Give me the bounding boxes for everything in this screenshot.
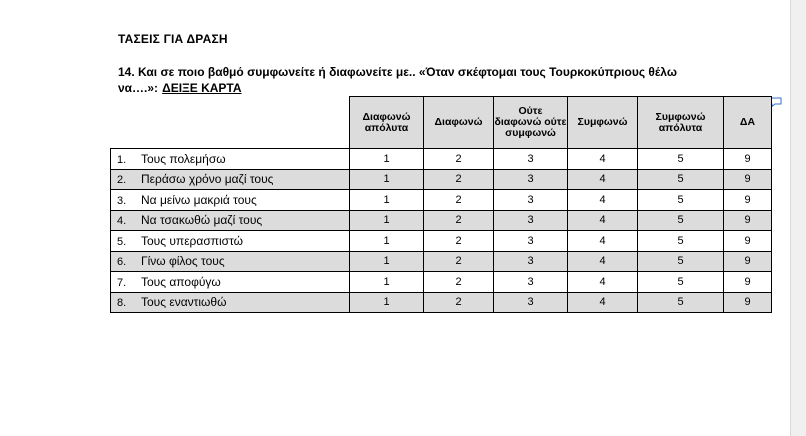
response-code-cell: 2 [424,272,494,293]
column-header: Ούτε διαφωνώ ούτε συμφωνώ [494,97,568,149]
response-code-cell: 3 [494,169,568,190]
response-code-cell: 1 [350,149,424,170]
response-code-cell: 4 [568,210,638,231]
table-row [111,292,772,313]
response-code-cell: 9 [724,169,772,190]
response-code-cell: 5 [638,292,724,313]
response-code-cell: 5 [638,251,724,272]
row-label-cell [111,292,350,313]
response-code-cell: 1 [350,231,424,252]
table-row [111,169,772,190]
response-code-cell: 3 [494,292,568,313]
row-label: Τους αποφύγω [141,274,221,289]
table-row [111,231,772,252]
row-label-cell [111,169,350,190]
table-row [111,190,772,211]
response-code-cell: 3 [494,210,568,231]
table-row [111,149,772,170]
question-text-block [118,64,678,96]
row-label: Τους πολεμήσω [141,151,226,166]
response-code-cell: 4 [568,292,638,313]
row-label: Να τσακωθώ μαζί τους [141,213,263,228]
column-header: Διαφωνώ απόλυτα [350,97,424,149]
response-code-cell: 3 [494,190,568,211]
row-number: 8. [117,297,127,310]
response-code-cell: 4 [568,149,638,170]
response-code-cell: 4 [568,169,638,190]
response-code-cell: 5 [638,190,724,211]
response-code-cell: 2 [424,149,494,170]
response-code-cell: 1 [350,251,424,272]
row-label-cell [111,190,350,211]
response-code-cell: 2 [424,231,494,252]
response-code-cell: 5 [638,272,724,293]
header-blank-cell [111,97,350,149]
row-number: 2. [117,174,127,187]
row-label-cell [111,210,350,231]
response-code-cell: 4 [568,190,638,211]
response-code-cell: 9 [724,272,772,293]
response-code-cell: 1 [350,169,424,190]
response-code-cell: 9 [724,251,772,272]
table-header-row [111,97,772,149]
response-code-cell: 2 [424,190,494,211]
column-header: Συμφωνώ απόλυτα [638,97,724,149]
response-table [110,96,772,313]
response-code-cell: 9 [724,231,772,252]
row-label: Γίνω φίλος τους [141,254,225,269]
response-code-cell: 9 [724,190,772,211]
column-header: ΔΑ [724,97,772,149]
response-code-cell: 3 [494,231,568,252]
response-code-cell: 2 [424,169,494,190]
row-number: 3. [117,194,127,207]
response-code-cell: 1 [350,272,424,293]
row-label: Τους εναντιωθώ [141,295,227,310]
response-code-cell: 5 [638,210,724,231]
row-label: Περάσω χρόνο μαζί τους [141,172,274,187]
response-code-cell: 1 [350,292,424,313]
table-row [111,251,772,272]
row-label-cell [111,149,350,170]
row-label: Τους υπερασπιστώ [141,233,244,248]
row-number: 5. [117,235,127,248]
section-heading: ΤΑΣΕΙΣ ΓΙΑ ΔΡΑΣΗ [118,32,228,46]
row-number: 7. [117,276,127,289]
row-number: 4. [117,215,127,228]
row-label-cell [111,231,350,252]
row-label-cell [111,272,350,293]
response-code-cell: 4 [568,231,638,252]
response-code-cell: 2 [424,251,494,272]
question-text: 14. Και σε ποιο βαθμό συμφωνείτε ή διαφωνείτε με.. «Όταν σκέφτομαι τους Τουρκοκύπριους θέλω να….»: [118,65,677,95]
response-code-cell: 3 [494,272,568,293]
table-row [111,210,772,231]
vertical-scrollbar[interactable] [790,0,806,436]
response-code-cell: 9 [724,149,772,170]
response-code-cell: 2 [424,210,494,231]
response-code-cell: 1 [350,190,424,211]
column-header: Διαφωνώ [424,97,494,149]
response-code-cell: 5 [638,149,724,170]
table-row [111,272,772,293]
response-code-cell: 9 [724,292,772,313]
row-number: 1. [117,153,127,166]
response-code-cell: 5 [638,169,724,190]
response-code-cell: 4 [568,272,638,293]
response-code-cell: 2 [424,292,494,313]
response-code-cell: 3 [494,149,568,170]
row-number: 6. [117,256,127,269]
response-code-cell: 1 [350,210,424,231]
row-label: Να μείνω μακριά τους [141,192,257,207]
column-header: Συμφωνώ [568,97,638,149]
row-label-cell [111,251,350,272]
response-code-cell: 9 [724,210,772,231]
response-code-cell: 4 [568,251,638,272]
show-card-instruction: ΔΕΙΞΕ ΚΑΡΤΑ [162,81,242,95]
response-code-cell: 3 [494,251,568,272]
response-code-cell: 5 [638,231,724,252]
